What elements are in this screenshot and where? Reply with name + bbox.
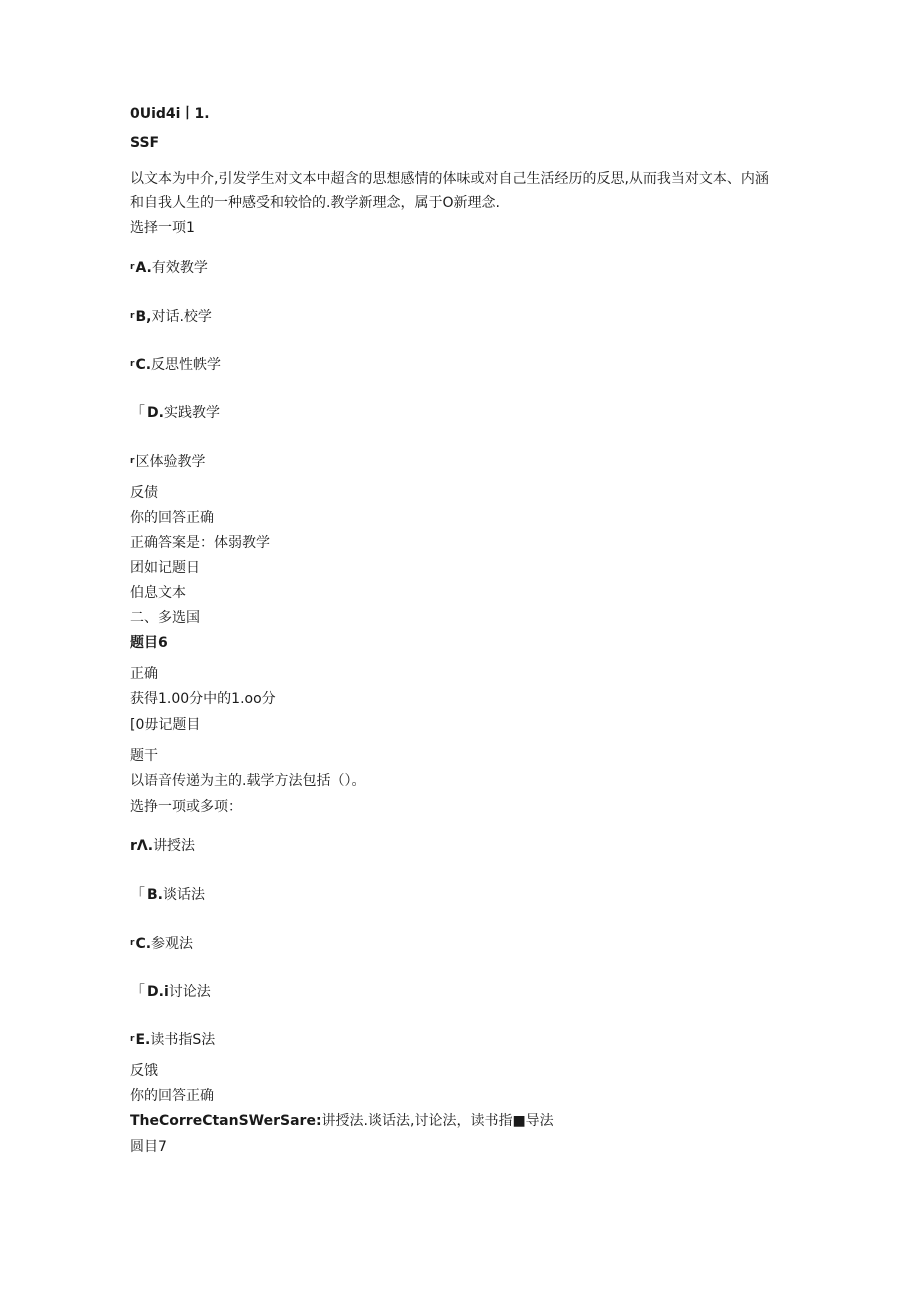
option-text: 讨论法	[168, 984, 211, 1000]
correct-answer-text: 讲授法.谈话法,讨论法，读书指■导法	[321, 1113, 554, 1129]
option-text: 实践教学	[163, 405, 220, 421]
option-d[interactable]: 「 D.i讨论法	[130, 982, 211, 1000]
feedback-title: 反债	[130, 485, 158, 501]
radio-icon[interactable]: r	[130, 262, 135, 272]
question-title: 题目6	[130, 635, 168, 651]
checkbox-icon[interactable]: r	[130, 1034, 135, 1044]
info-text: 伯息文本	[130, 585, 186, 601]
question-text: 以语音传递为主的.载学方法包括（）。	[130, 773, 366, 789]
option-c[interactable]: $^r$C.参观法	[130, 936, 194, 952]
question-subheader: SSF	[130, 135, 160, 151]
question-header: 0Uid4i丨1.	[130, 106, 210, 122]
correct-answer: 正确答案是：体弱教学	[130, 535, 270, 551]
checkbox-icon[interactable]: rΛ.	[130, 838, 154, 854]
option-text: 参观法	[151, 936, 194, 952]
flag-question-link[interactable]: [0毋记题目	[130, 717, 201, 733]
radio-icon[interactable]: r	[130, 311, 135, 321]
radio-icon[interactable]: r	[130, 359, 135, 369]
question-instruction: 选挣一项或多项：	[130, 799, 242, 815]
option-a[interactable]: $^r$A.有效教学	[130, 260, 208, 276]
checkbox-icon[interactable]: 「	[130, 885, 146, 903]
section-heading: 二、多选国	[130, 610, 200, 626]
option-text: 有效教学	[151, 260, 208, 276]
radio-icon[interactable]: 「	[130, 403, 146, 421]
option-text: 区体验教学	[135, 454, 206, 470]
option-text: 对话.校学	[151, 309, 212, 325]
option-b[interactable]: $^r$B,对话.校学	[130, 309, 212, 325]
checkbox-icon[interactable]: 「	[130, 982, 146, 1000]
correct-answer	[130, 1111, 554, 1131]
stem-label: 题干	[130, 748, 158, 764]
checkbox-icon[interactable]: r	[130, 938, 135, 948]
correct-answer-prefix: TheCorreCtanSWerSare:	[130, 1113, 322, 1129]
option-text: 谈话法	[163, 887, 206, 903]
option-b[interactable]: 「 B.谈话法	[130, 885, 206, 903]
result-text: 你的回答正确	[130, 1088, 214, 1104]
question-text: 以文本为中介,引发学生对文本中超含的思想感情的体味或对自己生活经历的反思,从而我当对文本、内涵和自我人生的一种感受和较恰的.教学新理念，属于O新理念.	[130, 171, 769, 211]
option-c[interactable]: $^r$C.反思性帙学	[130, 357, 222, 373]
feedback-title: 反饿	[130, 1063, 158, 1079]
option-e[interactable]	[130, 451, 205, 472]
option-a[interactable]	[130, 836, 195, 856]
option-text: 读书指S法	[150, 1032, 216, 1048]
option-d[interactable]: 「 D.实践教学	[130, 403, 220, 421]
option-text: 反思性帙学	[151, 357, 222, 373]
option-e[interactable]: $^r$E.读书指S法	[130, 1032, 216, 1048]
option-text: 讲授法	[153, 838, 196, 854]
question-status: 正确	[130, 666, 158, 682]
result-text: 你的回答正确	[130, 510, 214, 526]
radio-icon[interactable]: r	[130, 456, 135, 466]
question-score: 获得1.00分中的1.oo分	[130, 691, 276, 707]
question-title: 圆目7	[130, 1139, 167, 1155]
flag-question-link[interactable]: 团如记题日	[130, 560, 200, 576]
question-instruction: 选择一项1	[130, 220, 195, 236]
